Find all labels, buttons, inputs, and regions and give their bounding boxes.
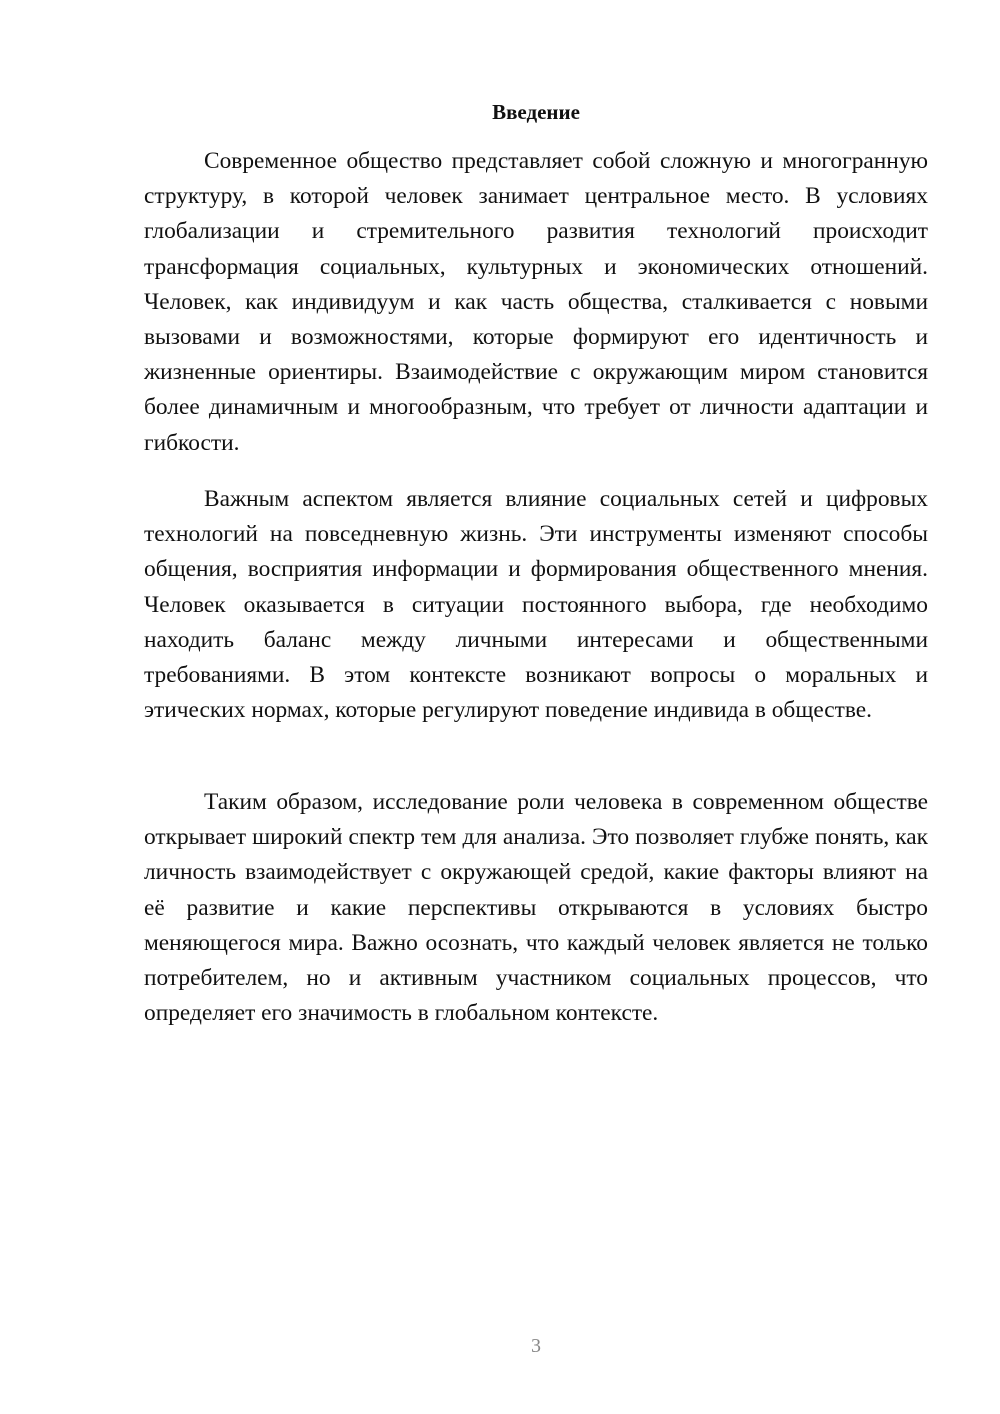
- paragraph-1: Современное общество представляет собой сложную и многогранную структуру, в которой человек занимает центральное место. В условиях глобализации и стремительного развития технологий происходит трансформация социальных, культурных и экономических отношений. Человек, как индивидуум и как часть общества, сталкивается с новыми вызовами и возможностями, которые формируют его идентичность и жизненные ориентиры. Взаимодействие с окружающим миром становится более динамичным и многообразным, что требует от личности адаптации и гибкости.: [144, 148, 928, 456]
- page-title: Введение: [492, 100, 580, 124]
- paragraph-2: Важным аспектом является влияние социальных сетей и цифровых технологий на повседневную жизнь. Эти инструменты изменяют способы общения, восприятия информации и формирования общественного мнения. Человек оказывается в ситуации постоянного выбора, где необходимо находить баланс между личными интересами и общественными требованиями. В этом контексте возникают вопросы о моральных и этических нормах, которые регулируют поведение индивида в обществе.: [144, 486, 928, 724]
- page-number: 3: [531, 1335, 541, 1357]
- paragraph-3: Таким образом, исследование роли человека в современном обществе открывает широкий спектр тем для анализа. Это позволяет глубже понять, как личность взаимодействует с окружающей средой, какие факторы влияют на её развитие и какие перспективы открываются в условиях быстро меняющегося мира. Важно осознать, что каждый человек является не только потребителем, но и активным участником социальных процессов, что определяет его значимость в глобальном контексте.: [144, 789, 928, 1027]
